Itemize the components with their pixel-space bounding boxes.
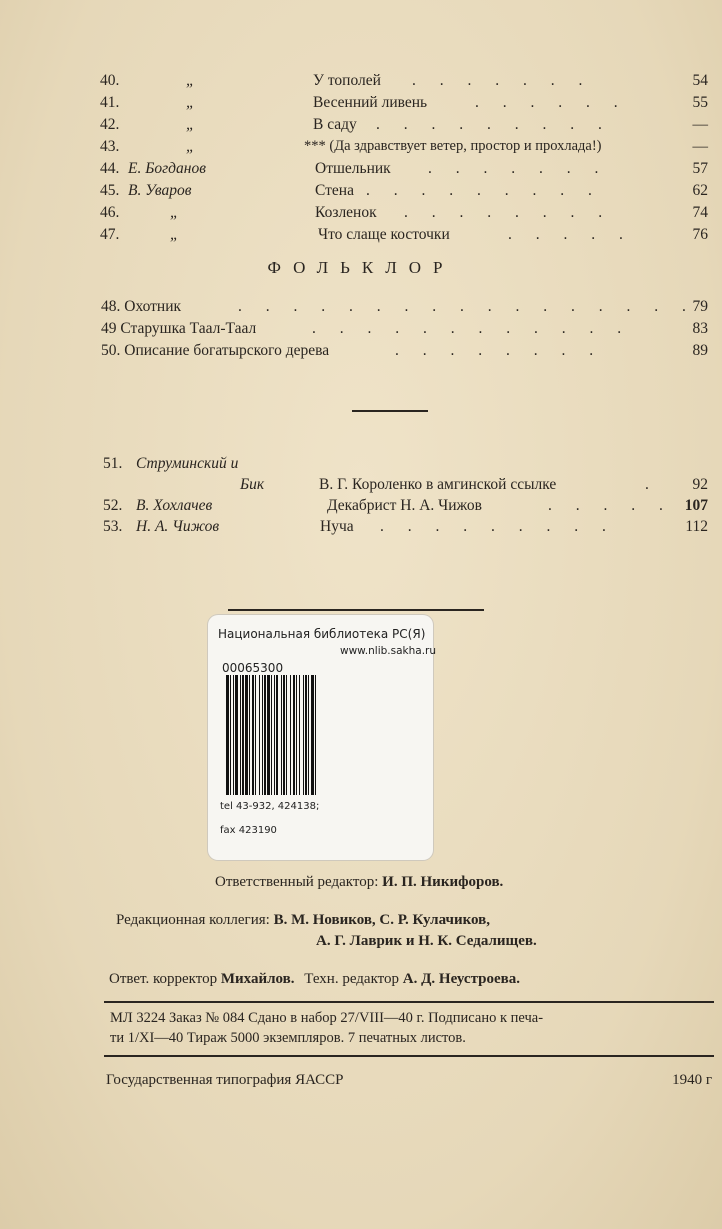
leader-dots: . . . . . .	[475, 94, 628, 111]
entry-page: 83	[692, 320, 708, 337]
corrector-line	[109, 971, 520, 988]
section-title: ФОЛЬКЛОР	[267, 258, 455, 277]
entry-page: 112	[685, 518, 708, 535]
library-site: www.nlib.sakha.ru	[340, 645, 437, 657]
barcode-number: 00065300	[222, 661, 284, 675]
entry-page: 54	[692, 72, 708, 89]
publication-data-line2: ти 1/XI—40 Тираж 5000 экземпляров. 7 печатных листов.	[110, 1030, 466, 1046]
board-members-line1: В. М. Новиков, С. Р. Кулачиков,	[273, 912, 491, 928]
entry-author: „	[186, 72, 195, 89]
section-divider	[352, 410, 428, 412]
leader-dots: . . . . .	[548, 497, 673, 514]
entry-author: „	[170, 204, 179, 221]
entry-title: У тополей	[313, 72, 381, 89]
leader-dots: .	[645, 476, 659, 493]
toc-entry-43	[0, 138, 722, 158]
entry-title: 50. Описание богатырского дерева	[101, 342, 330, 359]
entry-author: Е. Богданов	[128, 160, 206, 177]
toc-entry-42	[0, 116, 722, 136]
library-tel: tel 43-932, 424138;	[220, 801, 320, 812]
toc-entry-52	[0, 497, 722, 517]
toc-entry-51-cont	[0, 476, 722, 496]
entry-page: 62	[692, 182, 708, 199]
library-barcode-sticker	[208, 615, 437, 860]
entry-page: 57	[692, 160, 708, 177]
entry-author: „	[186, 138, 195, 155]
corrector-name: Михайлов.	[220, 971, 295, 987]
leader-dots: . . . . . . . . .	[380, 518, 616, 535]
sticker-top-rule	[228, 609, 484, 611]
editorial-board-line2: А. Г. Лаврик и Н. К. Седалищев.	[316, 933, 537, 949]
entry-page: 107	[684, 497, 708, 514]
entry-author: Струминский и	[136, 455, 239, 472]
responsible-editor	[215, 874, 503, 891]
entry-number: 46.	[100, 204, 120, 221]
leader-dots: . . . . . . . . . . . . . . . . .	[238, 298, 696, 315]
board-label: Редакционная коллегия:	[116, 912, 270, 928]
publication-year: 1940 г	[672, 1072, 712, 1088]
imprint-rule-bottom	[104, 1055, 714, 1057]
toc-entry-46	[0, 204, 722, 224]
entry-title: Козленок	[315, 204, 377, 221]
tech-editor-label: Техн. редактор	[304, 971, 400, 987]
leader-dots: . . . . . . . .	[395, 342, 604, 359]
entry-page: 89	[692, 342, 708, 359]
entry-title: В саду	[313, 116, 357, 133]
entry-number: 42.	[100, 116, 120, 133]
entry-page: 79	[692, 298, 708, 315]
entry-number: 47.	[100, 226, 120, 243]
toc-entry-53	[0, 518, 722, 538]
entry-page: 92	[692, 476, 708, 493]
entry-title: Весенний ливень	[313, 94, 428, 111]
entry-author: „	[186, 94, 195, 111]
entry-page: 76	[692, 226, 708, 243]
leader-dots: . . . . . . . . . . . .	[312, 320, 632, 337]
entry-number: 41.	[100, 94, 120, 111]
folklore-entry-48	[0, 298, 722, 318]
entry-number: 52.	[103, 497, 123, 514]
entry-page: 55	[692, 94, 708, 111]
leader-dots: . . . . . . .	[428, 160, 609, 177]
entry-number: 43.	[100, 138, 120, 155]
leader-dots: . . . . . . . . .	[376, 116, 612, 133]
toc-entry-45	[0, 182, 722, 202]
entry-author: „	[186, 116, 195, 133]
printer-name: Государственная типография ЯАССР	[106, 1072, 344, 1088]
toc-entry-44	[0, 160, 722, 180]
entry-author: Н. А. Чижов	[136, 518, 220, 535]
entry-number: 51.	[103, 455, 123, 472]
leader-dots: . . . . .	[508, 226, 633, 243]
entry-title: *** (Да здравствует ветер, простор и прохлада!)	[304, 138, 602, 154]
entry-title: Нуча	[320, 518, 354, 535]
entry-title: Декабрист Н. А. Чижов	[327, 497, 482, 514]
toc-entry-47	[0, 226, 722, 246]
entry-page: 74	[692, 204, 708, 221]
editor-name: И. П. Никифоров.	[382, 874, 504, 890]
publication-data-line1: МЛ 3224 Заказ № 084 Сдано в набор 27/VIII—40 г. Подписано к печа-	[110, 1010, 544, 1026]
entry-number: 45.	[100, 182, 120, 199]
barcode-bar	[316, 675, 318, 795]
entry-author: В. Хохлачев	[136, 497, 213, 514]
tech-editor-name: А. Д. Неустроева.	[402, 971, 520, 987]
entry-author: „	[170, 226, 179, 243]
entry-author: Бик	[240, 476, 265, 493]
toc-entry-40	[0, 72, 722, 92]
leader-dots: . . . . . . . .	[404, 204, 613, 221]
entry-number: 44.	[100, 160, 120, 177]
barcode	[226, 675, 421, 795]
entry-title: Отшельник	[315, 160, 391, 177]
folklore-entry-50	[0, 342, 722, 362]
library-name: Национальная библиотека РС(Я)	[218, 627, 426, 641]
entry-page: —	[692, 138, 708, 155]
corrector-label: Ответ. корректор	[109, 971, 218, 987]
entry-number: 53.	[103, 518, 123, 535]
entry-number: 40.	[100, 72, 120, 89]
toc-entry-51	[0, 455, 722, 475]
folklore-entry-49	[0, 320, 722, 340]
imprint-rule-top	[104, 1001, 714, 1003]
leader-dots: . . . . . . .	[412, 72, 593, 89]
entry-title: 48. Охотник	[101, 298, 182, 315]
editor-label: Ответственный редактор:	[215, 874, 379, 890]
toc-entry-41	[0, 94, 722, 114]
entry-title: В. Г. Короленко в амгинской ссылке	[319, 476, 557, 493]
entry-author: В. Уваров	[128, 182, 192, 199]
entry-title: Стена	[315, 182, 354, 199]
entry-title: 49 Старушка Таал-Таал	[101, 320, 257, 337]
entry-page: —	[692, 116, 708, 133]
editorial-board	[116, 912, 490, 929]
library-fax: fax 423190	[220, 825, 277, 836]
entry-title: Что слаще косточки	[318, 226, 450, 243]
leader-dots: . . . . . . . . .	[366, 182, 602, 199]
